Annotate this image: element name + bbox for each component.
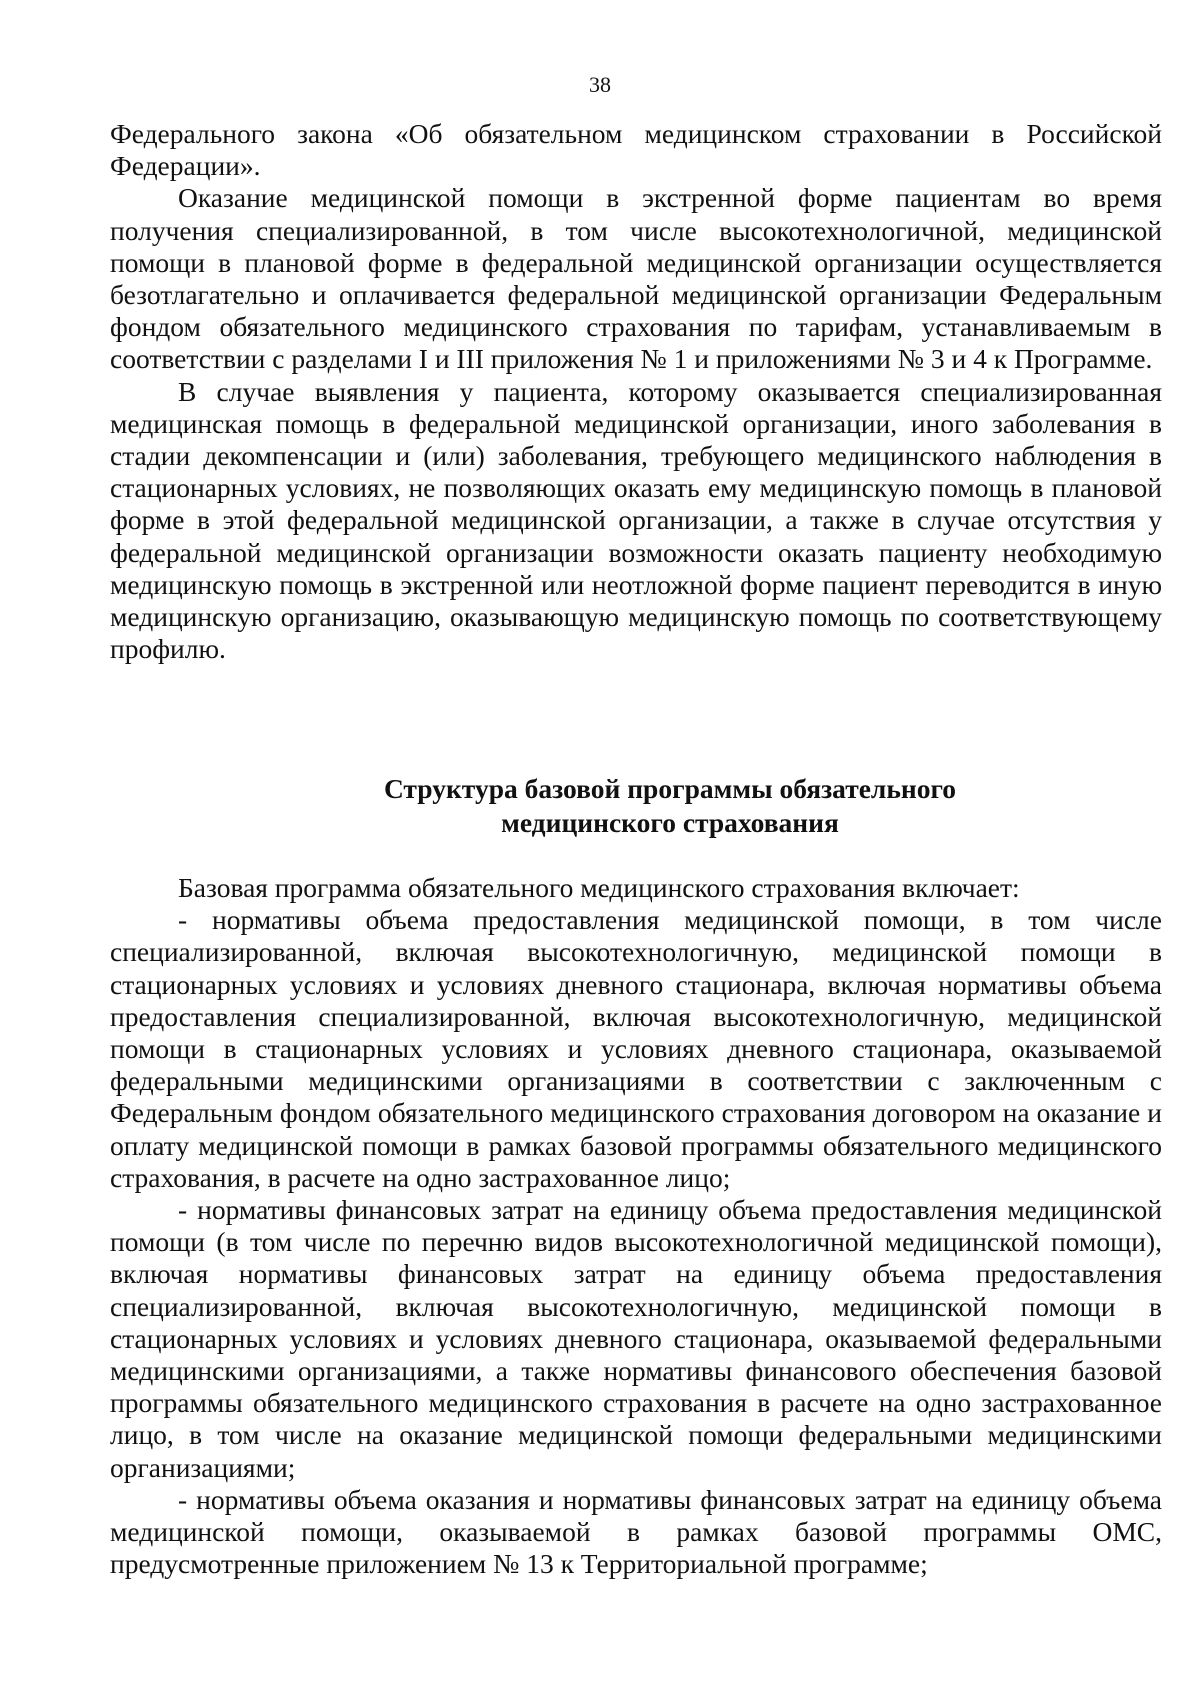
section-heading — [110, 772, 1200, 840]
paragraph-emergency-care: Оказание медицинской помощи в экстренной форме пациентам во время получения специализированной, в том числе высокотехнологичной, медицинской помощи в плановой форме в федеральной медицинской организации осуществляется безотлагательно и оплачивается федеральной медицинской организации Федеральным фондом обязательного медицинского страхования по тарифам, устанавливаемым в соответствии с разделами I и III приложения № 1 и приложениями № 3 и 4 к Программе. — [110, 182, 1162, 375]
intro-text-block — [110, 118, 1162, 665]
page-number: 38 — [589, 72, 611, 97]
section-heading-line-1: Структура базовой программы обязательного — [383, 773, 957, 804]
paragraph-continuation: Федерального закона «Об обязательном медицинском страховании в Российской Федерации». — [110, 118, 1162, 182]
list-item-cost-norms: - нормативы финансовых затрат на единицу объема предоставления медицинской помощи (в том числе по перечню видов высокотехнологичной медицинской помощи), включая нормативы финансовых затрат на единицу объема предоставления специализированной, включая высокотехнологичную, медицинской помощи в стационарных условиях и условиях дневного стационара, оказываемой федеральными медицинскими организациями, а также нормативы финансового обеспечения базовой программы обязательного медицинского страхования в расчете на одно застрахованное лицо, в том числе на оказание медицинской помощи федеральными медицинскими организациями; — [110, 1194, 1162, 1483]
paragraph-patient-transfer: В случае выявления у пациента, которому оказывается специализированная медицинская помощь в федеральной медицинской организации, иного заболевания в стадии декомпенсации и (или) заболевания, требующего медицинского наблюдения в стационарных условиях, не позволяющих оказать ему медицинскую помощь в плановой форме в этой федеральной медицинской организации, а также в случае отсутствия у федеральной медицинской организации возможности оказать пациенту необходимую медицинскую помощь в экстренной или неотложной форме пациент переводится в иную медицинскую организацию, оказывающую медицинскую помощь по соответствующему профилю. — [110, 375, 1162, 665]
section-text-block — [110, 872, 1162, 1580]
section-lead-paragraph: Базовая программа обязательного медицинского страхования включает: — [178, 872, 1020, 903]
section-heading-line-2: медицинского страхования — [501, 807, 839, 838]
list-item-volume-norms: - нормативы объема предоставления медицинской помощи, в том числе специализированной, включая высокотехнологичную, медицинской помощи в стационарных условиях и условиях дневного стационара, включая нормативы объема предоставления специализированной, включая высокотехнологичную, медицинской помощи в стационарных условиях и условиях дневного стационара, оказываемой федеральными медицинскими организациями в соответствии с заключенным с Федеральным фондом обязательного медицинского страхования договором на оказание и оплату медицинской помощи в рамках базовой программы обязательного медицинского страхования, в расчете на одно застрахованное лицо; — [110, 904, 1162, 1193]
list-item-territorial-norms: - нормативы объема оказания и нормативы финансовых затрат на единицу объема медицинской помощи, оказываемой в рамках базовой программы ОМС, предусмотренные приложением № 13 к Территориальной программе; — [110, 1483, 1162, 1580]
